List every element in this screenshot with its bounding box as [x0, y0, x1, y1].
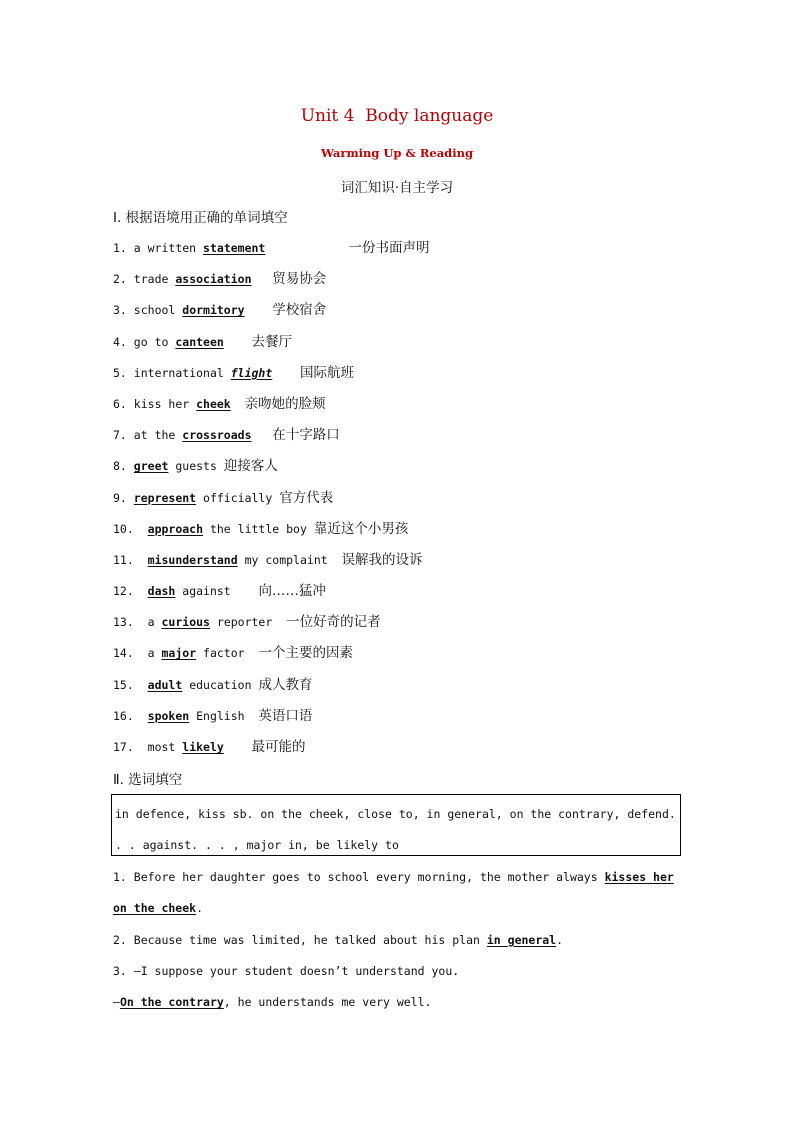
vocab-item	[113, 300, 429, 331]
answer-word: likely	[182, 740, 224, 754]
chinese-meaning: 国际航班	[299, 364, 354, 381]
answer-word: curious	[161, 615, 210, 630]
item-number: 15.	[113, 677, 134, 692]
item-number: 12.	[113, 584, 134, 599]
item-suffix: against	[175, 584, 231, 599]
item-gap	[231, 397, 245, 411]
exercise-1-answer: kisses her on the cheek	[113, 870, 674, 916]
answer-word: dormitory	[182, 303, 245, 318]
item-suffix: factor	[196, 646, 245, 661]
item-gap	[307, 522, 314, 536]
answer-word: adult	[147, 677, 183, 692]
chinese-meaning: 一个主要的因素	[258, 645, 353, 662]
item-gap	[224, 740, 252, 754]
word-bank-line-1: in defence, kiss sb. on the cheek, close to, in general, on the contrary, defend.	[115, 807, 676, 821]
vocab-item	[113, 643, 429, 674]
word-bank-box	[111, 794, 681, 856]
word-bank-line-2: . . against. . . , major in, be likely to	[115, 838, 399, 852]
vocab-item	[113, 394, 429, 425]
answer-word: association	[175, 272, 252, 287]
item-prefix: school	[133, 303, 183, 318]
item-prefix: at the	[133, 428, 183, 443]
exercise-1-end: .	[196, 901, 204, 916]
chinese-meaning: 贸易协会	[272, 271, 327, 288]
item-prefix: international	[133, 365, 231, 380]
item-prefix: kiss her	[133, 396, 197, 411]
item-number: 5.	[113, 365, 127, 380]
item-gap	[245, 709, 259, 723]
chinese-meaning: 亲吻她的脸颊	[244, 395, 326, 412]
item-number: 14.	[113, 646, 134, 661]
item-number: 11.	[113, 552, 134, 567]
exercise-2-end: .	[556, 932, 564, 947]
item-number: 3.	[113, 303, 127, 318]
vocab-item	[113, 488, 429, 519]
vocab-item	[113, 612, 429, 643]
vocab-item	[113, 363, 429, 394]
item-gap	[245, 303, 273, 317]
chinese-meaning: 向……猛冲	[258, 583, 326, 600]
chinese-meaning: 成人教育	[258, 676, 313, 693]
vocab-item	[113, 456, 429, 487]
vocab-item	[113, 737, 429, 768]
vocab-item	[113, 238, 429, 269]
answer-word: statement	[203, 241, 266, 255]
item-gap	[245, 646, 259, 660]
item-prefix: a	[147, 646, 162, 661]
vocab-item	[113, 550, 429, 581]
chinese-meaning: 一位好奇的记者	[286, 614, 381, 631]
item-suffix: guests	[168, 459, 217, 474]
page-title: Unit 4 Body language	[300, 106, 494, 126]
answer-word: flight	[230, 365, 273, 380]
item-prefix: trade	[133, 272, 176, 287]
item-suffix: my complaint	[237, 552, 328, 567]
answer-word: major	[161, 646, 197, 661]
answer-word: approach	[147, 521, 204, 536]
part2-heading: Ⅱ. 选词填空	[113, 772, 183, 788]
item-gap	[231, 584, 259, 598]
chinese-meaning: 在十字路口	[272, 427, 340, 444]
chinese-meaning: 一份书面声明	[348, 240, 430, 256]
item-number: 17.	[113, 740, 134, 754]
exercise-2-text: 2. Because time was limited, he talked about his plan	[113, 932, 487, 947]
item-gap	[224, 335, 252, 349]
chinese-meaning: 英语口语	[258, 707, 313, 724]
answer-word: crossroads	[182, 428, 252, 443]
item-number: 9.	[113, 490, 127, 505]
answer-word: dash	[147, 584, 176, 599]
item-suffix: the little boy	[203, 521, 307, 536]
vocab-item	[113, 675, 429, 706]
item-prefix: go to	[133, 334, 176, 349]
exercise-1	[113, 862, 685, 925]
item-number: 2.	[113, 272, 127, 287]
exercise-3-answer: On the contrary	[119, 995, 224, 1010]
vocab-item	[113, 519, 429, 550]
vocab-item	[113, 706, 429, 737]
chinese-meaning: 误解我的设诉	[341, 551, 423, 568]
chinese-meaning: 最可能的	[251, 739, 306, 755]
answer-word: canteen	[175, 334, 224, 349]
item-suffix: reporter	[209, 615, 273, 630]
page-subtitle: Warming Up & Reading	[321, 146, 473, 160]
item-suffix: education	[182, 677, 252, 692]
item-gap	[252, 272, 273, 286]
answer-word: misunderstand	[147, 552, 238, 567]
vocab-list	[113, 238, 429, 768]
item-number: 16.	[113, 708, 134, 723]
exercise-2	[113, 925, 685, 956]
exercise-3-end: , he understands me very well.	[223, 995, 432, 1010]
item-number: 10.	[113, 521, 134, 536]
section-heading: 词汇知识·自主学习	[340, 180, 454, 196]
item-prefix: a written	[133, 241, 204, 255]
chinese-meaning: 学校宿舍	[272, 302, 327, 319]
exercise-3-question: 3. —I suppose your student doesn’t understand you.	[113, 963, 460, 978]
exercise-1-text: 1. Before her daughter goes to school every morning, the mother always	[113, 870, 605, 884]
exercise-list	[113, 862, 685, 1018]
item-prefix: most	[147, 740, 183, 754]
item-gap	[328, 553, 342, 567]
answer-word: spoken	[147, 708, 190, 723]
chinese-meaning: 官方代表	[279, 489, 334, 506]
item-number: 4.	[113, 334, 127, 349]
item-gap	[272, 615, 286, 629]
item-number: 7.	[113, 428, 127, 443]
chinese-meaning: 去餐厅	[251, 333, 293, 350]
part1-heading: Ⅰ. 根据语境用正确的单词填空	[113, 210, 288, 226]
exercise-2-answer: in general	[486, 932, 557, 947]
item-number: 6.	[113, 396, 127, 411]
item-prefix: a	[147, 615, 162, 630]
item-suffix: English	[189, 708, 245, 723]
vocab-item	[113, 332, 429, 363]
item-gap	[217, 459, 224, 473]
item-gap	[252, 428, 273, 442]
item-gap	[272, 366, 300, 380]
item-number: 8.	[113, 459, 127, 474]
exercise-3-reply	[113, 987, 685, 1018]
vocab-item	[113, 425, 429, 456]
answer-word: greet	[133, 459, 169, 474]
exercise-3-dash: —	[113, 995, 120, 1010]
answer-word: cheek	[196, 396, 231, 411]
item-suffix: officially	[196, 490, 273, 505]
chinese-meaning: 靠近这个小男孩	[313, 520, 409, 537]
item-number: 13.	[113, 615, 134, 630]
item-number: 1.	[113, 241, 127, 255]
vocab-item	[113, 581, 429, 612]
answer-word: represent	[133, 490, 197, 505]
item-gap	[265, 241, 348, 255]
vocab-item	[113, 269, 429, 300]
chinese-meaning: 迎接客人	[223, 458, 278, 475]
